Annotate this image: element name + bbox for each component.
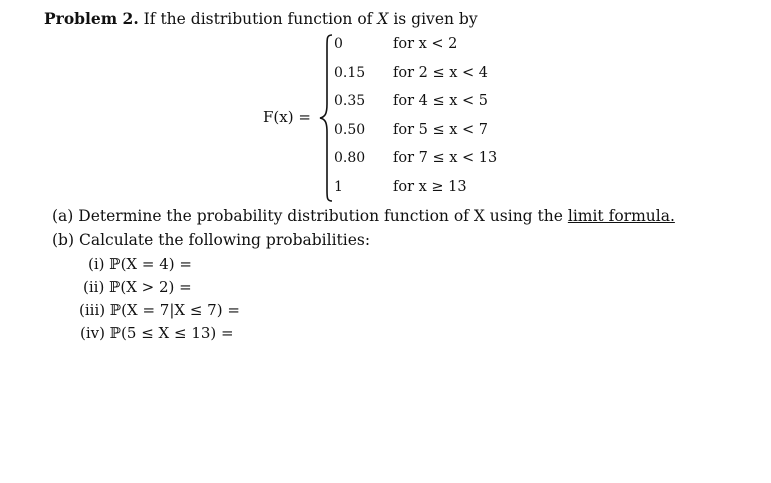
part-b-text: Calculate the following probabilities: [78,231,371,249]
subpart-iv [80,324,234,342]
subpart-i-expr: ℙ(X = 4) = [109,255,192,273]
subpart-iii [79,301,240,319]
piece-value-5: 0.80 [334,150,366,166]
subpart-i [88,255,192,273]
piece-value-2: 0.15 [334,65,366,81]
limit-formula-link[interactable]: limit formula. [567,207,675,225]
problem-intro-text: If the distribution function of [143,10,373,28]
subpart-ii-label: (ii) [83,278,105,296]
function-lhs: F(x) = [263,108,311,126]
left-brace [318,34,336,202]
part-a [52,207,675,225]
subpart-iv-label: (iv) [80,324,105,342]
problem-variable: X [377,10,389,28]
piece-value-4: 0.50 [334,122,366,138]
subpart-ii-expr: ℙ(X > 2) = [109,278,192,296]
part-b [52,231,370,249]
part-b-label: (b) [52,231,75,249]
subpart-i-label: (i) [88,255,105,273]
piece-condition-4: for 5 ≤ x < 7 [393,122,489,138]
subpart-ii [83,278,192,296]
piece-value-6: 1 [334,179,343,195]
piece-condition-6: for x ≥ 13 [393,179,467,195]
piece-value-1: 0 [334,36,343,52]
piece-condition-2: for 2 ≤ x < 4 [393,65,489,81]
piece-condition-3: for 4 ≤ x < 5 [393,93,489,109]
part-a-label: (a) [52,207,74,225]
piece-value-3: 0.35 [334,93,366,109]
part-a-text: Determine the probability distribution function of X using the [78,207,563,225]
problem-statement [44,9,478,28]
subpart-iii-label: (iii) [79,301,106,319]
subpart-iii-expr: ℙ(X = 7|X ≤ 7) = [109,301,240,319]
piece-condition-1: for x < 2 [393,36,458,52]
problem-intro-tail: is given by [393,10,478,28]
subpart-iv-expr: ℙ(5 ≤ X ≤ 13) = [109,324,234,342]
problem-label: Problem 2. [44,9,139,28]
piece-condition-5: for 7 ≤ x < 13 [393,150,498,166]
